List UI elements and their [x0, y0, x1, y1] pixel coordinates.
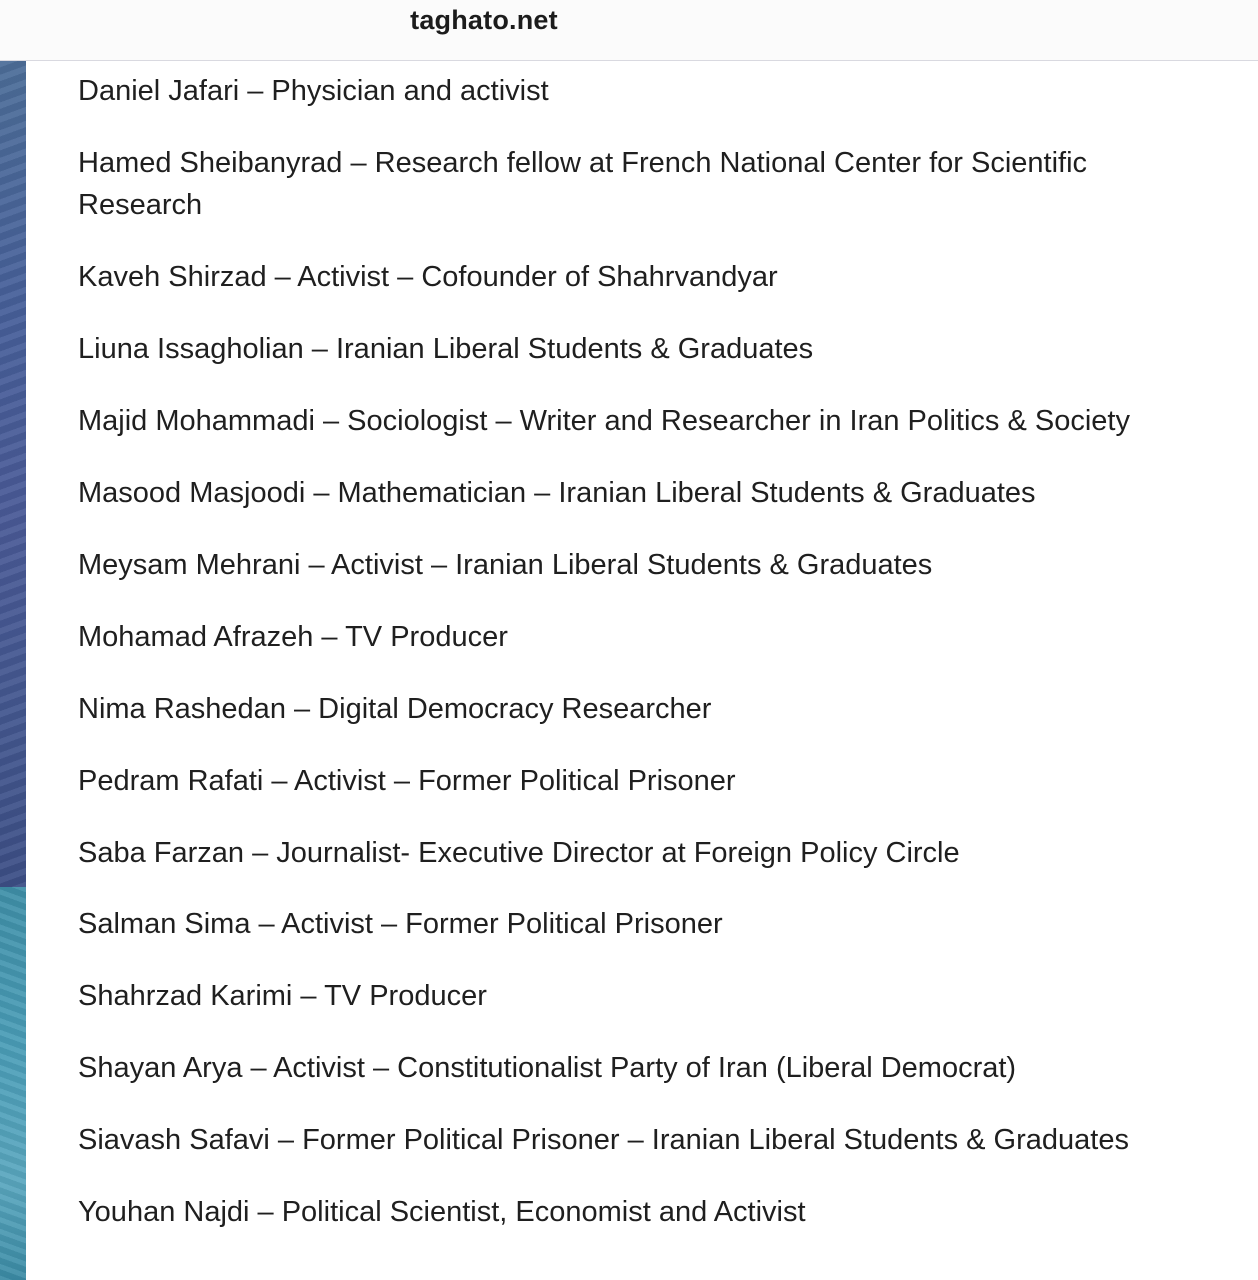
list-item: Meysam Mehrani – Activist – Iranian Liberal Students & Graduates [78, 549, 933, 581]
signatory-list [26, 62, 1258, 1280]
list-item: Salman Sima – Activist – Former Political Prisoner [78, 908, 723, 940]
list-item: Shayan Arya – Activist – Constitutionalist Party of Iran (Liberal Democrat) [78, 1052, 1017, 1084]
list-item: Kaveh Shirzad – Activist – Cofounder of Shahrvandyar [78, 261, 778, 293]
list-item: Pedram Rafati – Activist – Former Political Prisoner [78, 765, 736, 797]
list-item: Shahrzad Karimi – TV Producer [78, 980, 487, 1012]
list-item: Mohamad Afrazeh – TV Producer [78, 621, 508, 653]
address-bar[interactable] [0, 0, 1258, 61]
list-item: Liuna Issagholian – Iranian Liberal Students & Graduates [78, 333, 814, 365]
url-text[interactable]: taghato.net [410, 5, 558, 35]
list-item: Nima Rashedan – Digital Democracy Researcher [78, 693, 712, 725]
list-item: Masood Masjoodi – Mathematician – Iranian Liberal Students & Graduates [78, 477, 1036, 509]
list-item: Hamed Sheibanyrad – Research fellow at French National Center for Scientific Research [78, 147, 1088, 221]
list-item: Saba Farzan – Journalist- Executive Director at Foreign Policy Circle [78, 837, 960, 869]
list-item: Youhan Najdi – Political Scientist, Economist and Activist [78, 1196, 806, 1228]
background-image-bottom [0, 887, 26, 1280]
background-image-strip [0, 61, 26, 1280]
list-item: Daniel Jafari – Physician and activist [78, 75, 549, 107]
list-item: Majid Mohammadi – Sociologist – Writer and Researcher in Iran Politics & Society [78, 405, 1130, 437]
list-item: Siavash Safavi – Former Political Prisoner – Iranian Liberal Students & Graduates [78, 1124, 1129, 1156]
background-image-top [0, 61, 26, 887]
